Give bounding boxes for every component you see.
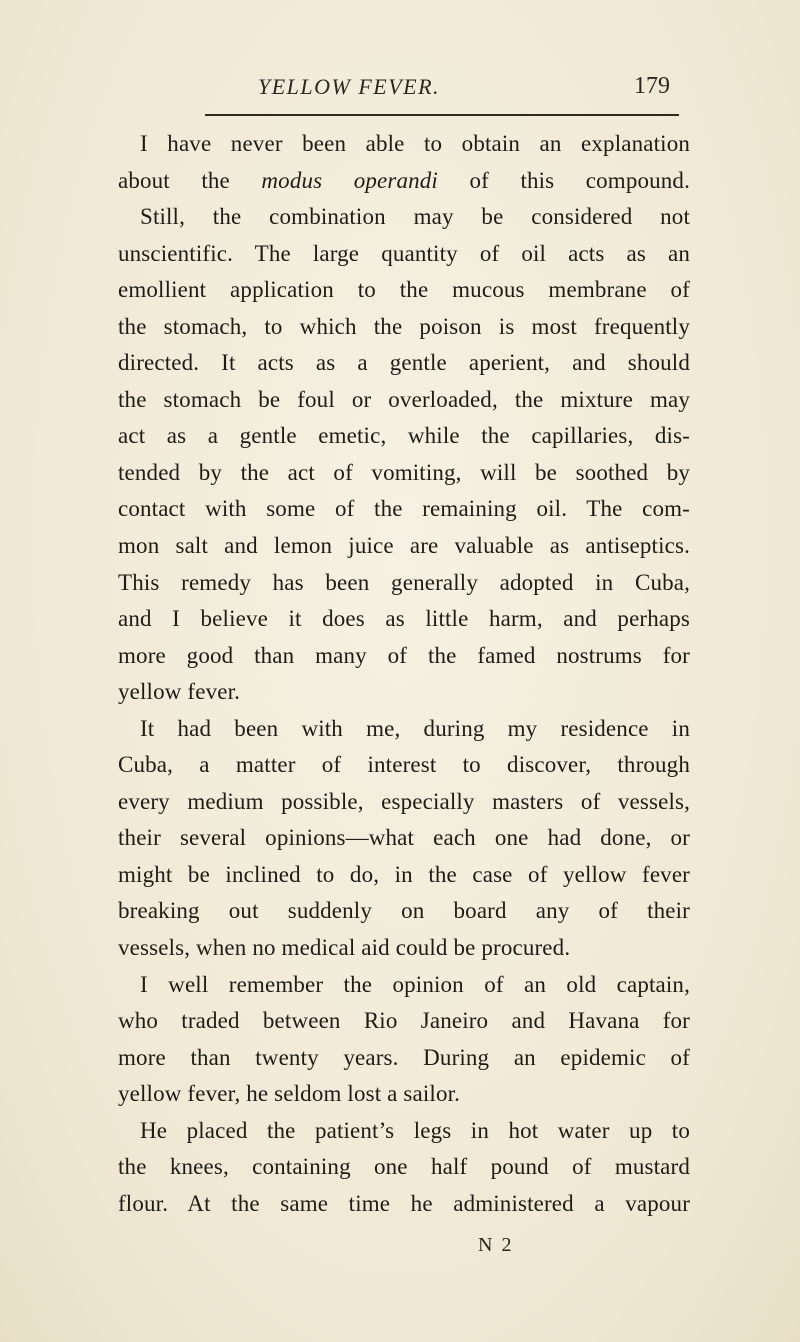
text-line — [118, 967, 690, 1004]
line-text: every medium possible, especially masters of vessels, — [118, 788, 690, 814]
text-line — [118, 1003, 690, 1040]
text-line — [118, 820, 690, 857]
line-text: yellow fever. — [118, 679, 241, 705]
line-text-continued: of this compound. — [437, 167, 690, 193]
text-line — [118, 747, 690, 784]
text-line — [118, 638, 690, 675]
line-text: mon salt and lemon juice are valuable as antiseptics. — [118, 533, 690, 559]
line-text: contact with some of the remaining oil. The com- — [118, 496, 690, 522]
text-line — [118, 784, 690, 821]
text-line — [118, 1113, 690, 1150]
line-text: directed. It acts as a gentle aperient, and should — [118, 350, 690, 376]
text-line — [118, 1076, 690, 1113]
text-line — [118, 126, 690, 163]
text-line — [118, 418, 690, 455]
line-text: about the — [118, 167, 262, 193]
line-text: I well remember the opinion of an old captain, — [140, 971, 690, 997]
text-line — [118, 1186, 690, 1223]
text-line — [118, 893, 690, 930]
signature-mark: N 2 — [478, 1234, 514, 1256]
text-line — [118, 236, 690, 273]
line-text: flour. At the same time he administered a vapour — [118, 1190, 690, 1216]
line-text: Still, the combination may be considered not — [140, 204, 690, 230]
line-text: who traded between Rio Janeiro and Havana for — [118, 1008, 690, 1034]
line-text: breaking out suddenly on board any of their — [118, 898, 690, 924]
line-text: unscientific. The large quantity of oil acts as an — [118, 240, 690, 266]
text-line — [118, 1040, 690, 1077]
text-line — [118, 930, 690, 967]
line-text: their several opinions—what each one had done, or — [118, 825, 690, 851]
line-text: the stomach be foul or overloaded, the mixture may — [118, 386, 690, 412]
text-line — [118, 491, 690, 528]
text-line — [118, 309, 690, 346]
text-line — [118, 711, 690, 748]
text-line — [118, 857, 690, 894]
text-line — [118, 528, 690, 565]
text-line — [118, 345, 690, 382]
text-line — [118, 382, 690, 419]
text-line — [118, 199, 690, 236]
text-line — [118, 272, 690, 309]
line-text: Cuba, a matter of interest to discover, through — [118, 752, 690, 778]
line-text: more good than many of the famed nostrums for — [118, 642, 690, 668]
body-text — [118, 126, 690, 1222]
italic-phrase: modus operandi — [261, 167, 438, 193]
line-text: might be inclined to do, in the case of yellow fever — [118, 861, 690, 887]
text-line — [118, 163, 690, 200]
line-text: This remedy has been generally adopted in Cuba, — [118, 569, 690, 595]
line-text: and I believe it does as little harm, and perhaps — [118, 606, 690, 632]
text-line — [118, 565, 690, 602]
line-text: vessels, when no medical aid could be procured. — [118, 935, 571, 961]
running-title: YELLOW FEVER. — [258, 74, 441, 99]
line-text: emollient application to the mucous membrane of — [118, 277, 690, 303]
line-text: It had been with me, during my residence in — [140, 715, 690, 741]
line-text: the knees, containing one half pound of mustard — [118, 1154, 690, 1180]
text-line — [118, 601, 690, 638]
line-text: the stomach, to which the poison is most frequently — [118, 313, 690, 339]
line-text: He placed the patient’s legs in hot water up to — [140, 1117, 690, 1143]
page-number: 179 — [634, 73, 670, 99]
text-line — [118, 1149, 690, 1186]
line-text: yellow fever, he seldom lost a sailor. — [118, 1081, 461, 1107]
line-text: more than twenty years. During an epidemic of — [118, 1044, 690, 1070]
line-text: tended by the act of vomiting, will be soothed by — [118, 459, 690, 485]
text-line — [118, 455, 690, 492]
text-line — [118, 674, 690, 711]
header-rule — [205, 114, 679, 116]
line-text: act as a gentle emetic, while the capillaries, dis- — [118, 423, 690, 449]
line-text: I have never been able to obtain an explanation — [140, 131, 690, 156]
